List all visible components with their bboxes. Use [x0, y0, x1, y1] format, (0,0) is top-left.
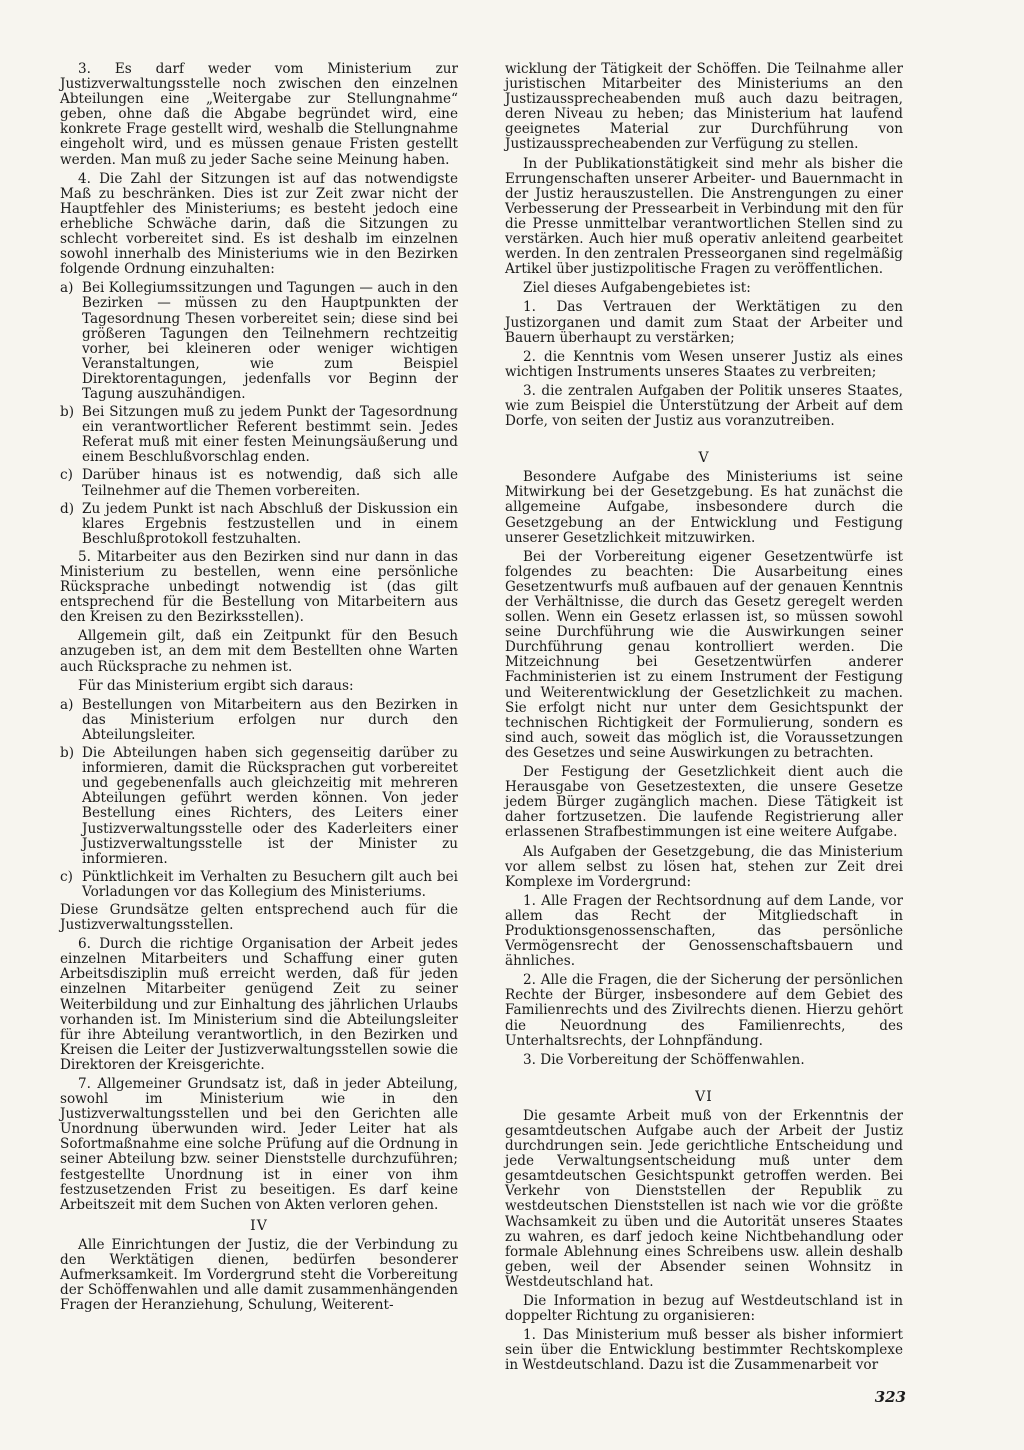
ziel-item-3: 3. die zentralen Aufgaben der Politik unseres Staates, wie zum Beispiel die Unterstützung der Arbeit auf dem Dorfe, von seiten der Justiz aus voranzutreiben. — [505, 382, 903, 430]
v-item-2: 2. Alle die Fragen, die der Sicherung der persönlichen Rechte der Bürger, insbesondere auf dem Gebiet des Familienrechts und des Zivilrechts dienen. Hierzu gehört die Neuordnung des Familienrechts, des Unterhaltsrechts, der Lohnpfändung. — [505, 972, 903, 1049]
list-label: c) — [60, 868, 73, 885]
list-label: b) — [60, 404, 75, 421]
paragraph-v2: Bei der Vorbereitung eigener Gesetzentwürfe ist folgendes zu beachten: Die Ausarbeitung eines Gesetzentwurfs muß aufbauen auf der genauen Kenntnis der Verhältnisse, die durch das Gesetz geregelt werden sollen. Wenn ein Gesetz erlassen ist, so müssen sowohl seine Durchführung wie die Auswirkungen seiner Durchführung genau kontrolliert werden. Die Mitzeichnung bei Gesetzentwürfen anderer Fachministerien ist zu einem Instrument der Festigung und Weiterentwicklung der Gesetzlichkeit zu machen. Sie erfolgt nicht nur unter dem Gesichtspunkt der technischen Richtigkeit der Formulierung, sondern es sind auch, soweit das möglich ist, die Voraussetzungen des Gesetzes und seine Auswirkungen zu betrachten. — [505, 548, 903, 761]
right-column — [505, 62, 903, 1378]
paragraph-v4: Als Aufgaben der Gesetzgebung, die das Ministerium vor allem selbst zu lösen hat, stehen zur Zeit drei Komplexe im Vordergrund: — [505, 843, 903, 890]
paragraph-publication: In der Publikationstätigkeit sind mehr als bisher die Errungenschaften unserer Arbeiter- und Bauernmacht in der Justiz herauszustellen. Die Anstrengungen zu einer Verbesserung der Pressearbeit in Verbindung mit den für die Presse unmittelbar verantwortlichen Stellen sind zu verstärken. Auch hier muß operativ anleitend gearbeitet werden. In den zentralen Presseorganen sind regelmäßig Artikel über justizpolitische Fragen zu veröffentlichen. — [505, 155, 903, 278]
paragraph-5d: Diese Grundsätze gelten entsprechend auch für die Justizverwaltungsstellen. — [60, 901, 458, 934]
list-label: b) — [60, 745, 75, 762]
list-item — [60, 870, 458, 900]
section-heading-v: V — [698, 450, 710, 467]
paragraph-vi3: 1. Das Ministerium muß besser als bisher informiert sein über die Entwicklung bestimmter Rechtskomplexe in Westdeutschland. Dazu ist die Zusammenarbeit vor — [505, 1327, 903, 1374]
section-heading-iv: IV — [250, 1217, 268, 1234]
paragraph-vi1: Die gesamte Arbeit muß von der Erkenntnis der gesamtdeutschen Aufgabe auch der Arbeit der Justiz durchdrungen sein. Jede gerichtliche Entscheidung und jede Verwaltungsentscheidung muß unter dem gesamtdeutschen Gesichtspunkt getroffen werden. Bei Verkehr von Dienststellen der Republik zu westdeutschen Dienststellen ist nach wie vor die größte Wachsamkeit zu üben und die Autorität unseres Staates zu wahren, es darf jedoch keine Nichtbehandlung oder formale Ablehnung eines Schreibens usw. allein deshalb geben, weil der Absender seinen Wohnsitz in Westdeutschland hat. — [505, 1107, 903, 1290]
list-text: Bestellungen von Mitarbeitern aus den Bezirken in das Ministerium erfolgen nur durch den Abteilungsleiter. — [82, 696, 458, 743]
list-text: Zu jedem Punkt ist nach Abschluß der Diskussion ein klares Ergebnis festzustellen und in einem Beschlußprotokoll festzuhalten. — [82, 500, 458, 547]
list-text: Darüber hinaus ist es notwendig, daß sich alle Teilnehmer auf die Themen vorbereiten. — [82, 467, 458, 499]
list-4 — [60, 281, 458, 547]
list-item — [60, 746, 458, 867]
paragraph-ziel: Ziel dieses Aufgabengebietes ist: — [523, 280, 751, 297]
paragraph-v1: Besondere Aufgabe des Ministeriums ist seine Mitwirkung bei der Gesetzgebung. Es hat zunächst die allgemeine Aufgabe, insbesondere durch die Gesetzgebung an der Entwicklung und Festigung unserer Gesetzlichkeit mitzuwirken. — [505, 469, 903, 546]
list-text: Pünktlichkeit im Verhalten zu Besuchern gilt auch bei Vorladungen vor das Kollegium des Ministeriums. — [82, 868, 458, 900]
list-label: a) — [60, 696, 74, 713]
paragraph-iv-continued: wicklung der Tätigkeit der Schöffen. Die Teilnahme aller juristischen Mitarbeiter des Ministeriums an den Justizaussprecheabenden muß auch dazu beitragen, deren Niveau zu heben; das Ministerium hat laufend geeignetes Material zur Durchführung von Justizaussprecheabenden zur Verfügung zu stellen. — [505, 61, 903, 153]
list-label: c) — [60, 467, 73, 484]
page-number: 323 — [874, 1388, 906, 1406]
v-item-3: 3. Die Vorbereitung der Schöffenwahlen. — [523, 1051, 805, 1068]
list-5 — [60, 698, 458, 900]
list-text: Bei Sitzungen muß zu jedem Punkt der Tagesordnung ein verantwortlicher Referent bestimmt sein. Jedes Referat muß mit einer festen Meinungsäußerung und einem Beschlußvorschlag enden. — [82, 404, 458, 466]
list-item — [60, 405, 458, 465]
paragraph-5c: Für das Ministerium ergibt sich daraus: — [78, 677, 354, 694]
list-item — [60, 698, 458, 743]
ziel-item-2: 2. die Kenntnis vom Wesen unserer Justiz als eines wichtigen Instruments unseres Staates zu verbreiten; — [505, 348, 903, 380]
left-column — [60, 62, 458, 1317]
list-item — [60, 281, 458, 402]
list-item — [60, 502, 458, 547]
paragraph-v3: Der Festigung der Gesetzlichkeit dient auch die Herausgabe von Gesetzestexten, die unsere Gesetze jedem Bürger zugänglich machen. Diese Tätigkeit ist daher fortzusetzen. Die laufende Registrierung aller erlassenen Strafbestimmungen ist eine weitere Aufgabe. — [505, 764, 903, 841]
ziel-item-1: 1. Das Vertrauen der Werktätigen zu den Justizorganen und damit zum Staat der Arbeiter und Bauern überhaupt zu verstärken; — [505, 299, 903, 346]
paragraph-vi2: Die Information in bezug auf Westdeutschland ist in doppelter Richtung zu organisieren: — [505, 1293, 903, 1325]
paragraph-iv: Alle Einrichtungen der Justiz, die der Verbindung zu den Werktätigen dienen, bedürfen besonderer Aufmerksamkeit. Im Vordergrund steht die Vorbereitung der Schöffenwahlen und alle damit zusammenhängenden Fragen der Heranziehung, Schulung, Weiterent- — [60, 1236, 458, 1314]
list-text: Bei Kollegiumssitzungen und Tagungen — auch in den Bezirken — müssen zu den Hauptpunkten der Tagesordnung Thesen vorbereitet sein; diese sind bei größeren Tagungen den Teilnehmern rechtzeitig vorher, bei kleineren oder weniger wichtigen Veranstaltungen, wie zum Beispiel Direktorentagungen, jedenfalls vor Beginn der Tagung auszuhändigen. — [82, 280, 458, 402]
list-label: d) — [60, 500, 75, 517]
paragraph-7: 7. Allgemeiner Grundsatz ist, daß in jeder Abteilung, sowohl im Ministerium wie in den Justizverwaltungsstellen und bei den Gerichten alle Unordnung überwunden wird. Jeder Leiter hat als Sofortmaßnahme eine solche Prüfung auf die Ordnung in seiner Abteilung bzw. seiner Dienststelle durchzuführen; festgestellte Unordnung ist in einer von ihm festzusetzenden Frist zu beseitigen. Es darf keine Arbeitszeit mit dem Suchen von Akten verloren gehen. — [60, 1076, 458, 1213]
list-label: a) — [60, 280, 74, 297]
list-text: Die Abteilungen haben sich gegenseitig darüber zu informieren, damit die Rücksprachen gut vorbereitet und gegebenenfalls auch gleichzeitig mit mehreren Abteilungen geführt werden können. Von jeder Bestellung eines Richters, des Leiters einer Justizverwaltungsstelle oder des Kaderleiters einer Justizverwaltungsstelle ist der Minister zu informieren. — [82, 745, 458, 867]
v-item-1: 1. Alle Fragen der Rechtsordnung auf dem Lande, vor allem das Recht der Mitgliedschaft in Produktionsgenossenschaften, das persönliche Vermögensrecht der Genossenschaftsbauern und ähnliches. — [505, 892, 903, 970]
list-item — [60, 468, 458, 498]
paragraph-3: 3. Es darf weder vom Ministerium zur Justizverwaltungsstelle noch zwischen den einzelnen Abteilungen eine „Weitergabe zur Stellungnahme“ geben, ohne daß die Abgabe begründet wird, eine konkrete Frage gestellt wird, weshalb die Stellungnahme eingeholt wird, und es müssen genaue Fristen gestellt werden. Man muß zu jeder Sache seine Meinung haben. — [60, 61, 458, 168]
section-heading-vi: VI — [695, 1088, 713, 1105]
paragraph-5b: Allgemein gilt, daß ein Zeitpunkt für den Besuch anzugeben ist, an dem mit dem Bestellten ohne Warten auch Rücksprache zu nehmen ist. — [60, 628, 458, 675]
paragraph-6: 6. Durch die richtige Organisation der Arbeit jedes einzelnen Mitarbeiters und Schaffung einer guten Arbeitsdisziplin muß erreicht werden, daß für jeden einzelnen Mitarbeiter genügend Zeit zu seiner Weiterbildung und zur Einhaltung des jährlichen Urlaubs vorhanden ist. Im Ministerium sind die Abteilungsleiter für ihre Abteilung verantwortlich, in den Bezirken und Kreisen die Leiter der Justizverwaltungsstellen sowie die Direktoren der Kreisgerichte. — [60, 936, 458, 1073]
paragraph-5: 5. Mitarbeiter aus den Bezirken sind nur dann in das Ministerium zu bestellen, wenn eine persönliche Rücksprache unbedingt notwendig ist (das gilt entsprechend für die Bestellung von Mitarbeitern aus den Kreisen zu den Bezirksstellen). — [60, 548, 458, 626]
paragraph-4: 4. Die Zahl der Sitzungen ist auf das notwendigste Maß zu beschränken. Dies ist zur Zeit zwar nicht der Hauptfehler des Ministeriums; es besteht jedoch eine erhebliche Schwäche darin, daß die Sitzungen zu schlecht vorbereitet sind. Es ist deshalb im einzelnen sowohl innerhalb des Ministeriums wie in den Bezirken folgende Ordnung einzuhalten: — [60, 170, 458, 278]
